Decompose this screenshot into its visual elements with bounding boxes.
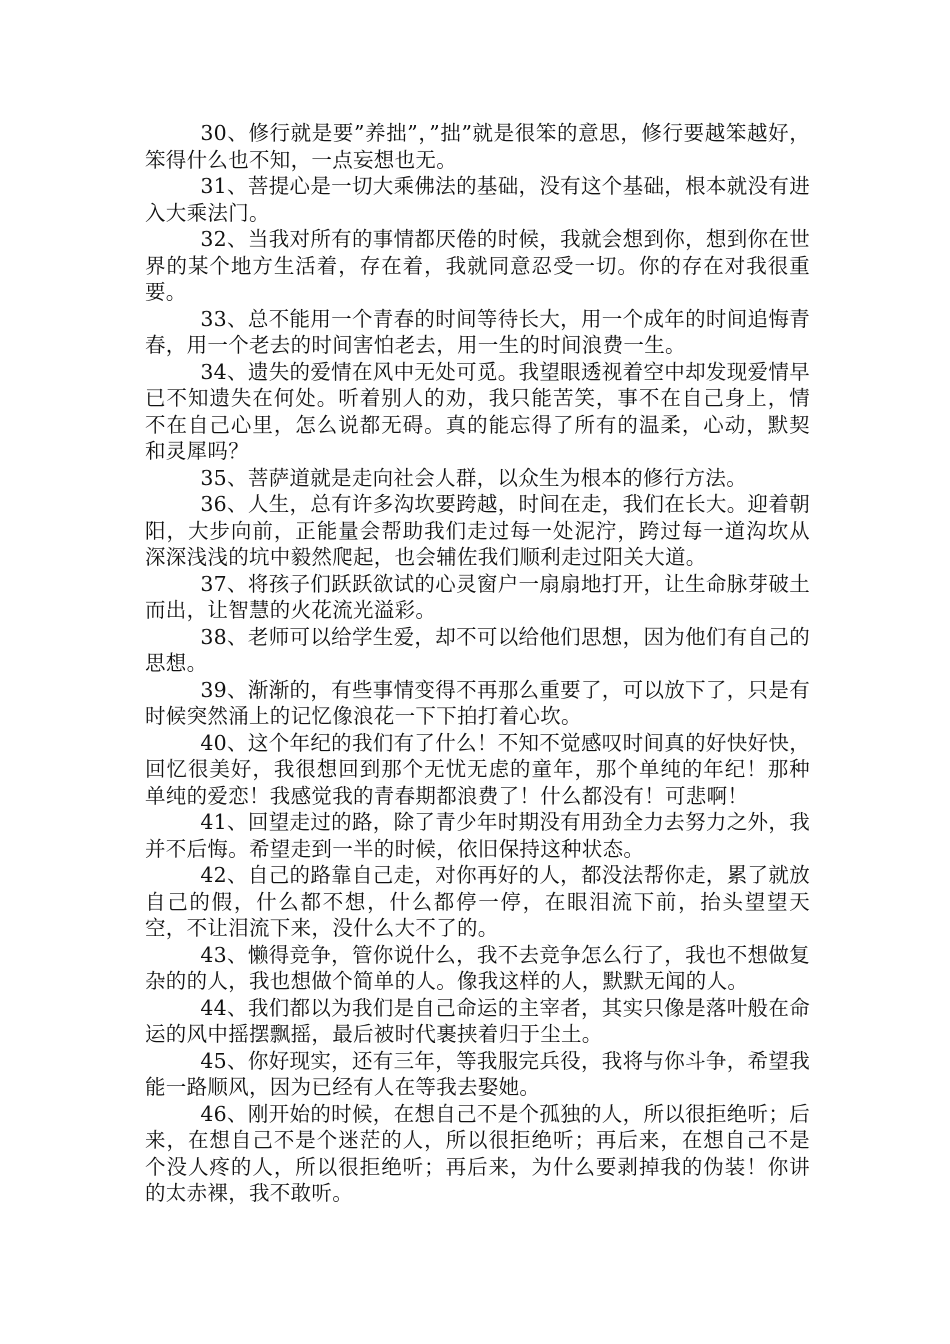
paragraph-44: 44、我们都以为我们是自己命运的主宰者，其实只像是落叶般在命运的风中摇摆飘摇，最后被时代裹挟着归于尘土。 <box>145 995 810 1046</box>
paragraph-45: 45、你好现实，还有三年，等我服完兵役，我将与你斗争，希望我能一路顺风，因为已经有人在等我去娶她。 <box>145 1048 810 1099</box>
paragraph-36: 36、人生，总有许多沟坎要跨越，时间在走，我们在长大。迎着朝阳，大步向前，正能量会帮助我们走过每一处泥泞，跨过每一道沟坎从深深浅浅的坑中毅然爬起，也会辅佐我们顺利走过阳关大道。 <box>145 492 810 569</box>
paragraph-43: 43、懒得竞争，管你说什么，我不去竞争怎么行了，我也不想做复杂的的人，我也想做个简单的人。像我这样的人，默默无闻的人。 <box>145 942 810 993</box>
paragraph-34: 34、遗失的爱情在风中无处可觅。我望眼透视着空中却发现爱情早已不知遗失在何处。听着别人的劝，我只能苦笑，事不在自己身上，情不在自己心里，怎么说都无碍。真的能忘得了所有的温柔，心动，默契和灵犀吗？ <box>145 359 810 463</box>
paragraph-38: 38、老师可以给学生爱，却不可以给他们思想，因为他们有自己的思想。 <box>145 624 810 675</box>
document-body <box>145 120 810 1207</box>
paragraph-40: 40、这个年纪的我们有了什么！不知不觉感叹时间真的好快好快，回忆很美好，我很想回到那个无忧无虑的童年，那个单纯的年纪！那种单纯的爱恋！我感觉我的青春期都浪费了！什么都没有！可悲啊！ <box>145 730 810 808</box>
paragraph-42: 42、自己的路靠自己走，对你再好的人，都没法帮你走，累了就放自己的假，什么都不想，什么都停一停，在眼泪流下前，抬头望望天空，不让泪流下来，没什么大不了的。 <box>145 863 810 940</box>
paragraph-41: 41、回望走过的路，除了青少年时期没有用劲全力去努力之外，我并不后悔。希望走到一半的时候，依旧保持这种状态。 <box>145 810 810 861</box>
paragraph-35: 35、菩萨道就是走向社会人群，以众生为根本的修行方法。 <box>200 465 748 490</box>
paragraph-46: 46、刚开始的时候，在想自己不是个孤独的人，所以很拒绝听；后来，在想自己不是个迷茫的人，所以很拒绝听；再后来，在想自己不是个没人疼的人，所以很拒绝听；再后来，为什么要剥掉我的伪装！你讲的太赤裸，我不敢听。 <box>145 1101 810 1205</box>
paragraph-33: 33、总不能用一个青春的时间等待长大，用一个成年的时间追悔青春，用一个老去的时间害怕老去，用一生的时间浪费一生。 <box>145 306 810 357</box>
paragraph-39: 39、渐渐的，有些事情变得不再那么重要了，可以放下了，只是有时候突然涌上的记忆像浪花一下下拍打着心坎。 <box>145 677 810 728</box>
paragraph-32: 32、当我对所有的事情都厌倦的时候，我就会想到你，想到你在世界的某个地方生活着，存在着，我就同意忍受一切。你的存在对我很重要。 <box>145 227 810 304</box>
paragraph-31: 31、菩提心是一切大乘佛法的基础，没有这个基础，根本就没有进入大乘法门。 <box>145 174 810 225</box>
paragraph-30: 30、修行就是要”养拙”，”拙”就是很笨的意思，修行要越笨越好，笨得什么也不知，一点妄想也无。 <box>145 121 810 172</box>
paragraph-37: 37、将孩子们跃跃欲试的心灵窗户一扇扇地打开，让生命脉芽破土而出，让智慧的火花流光溢彩。 <box>145 571 810 622</box>
